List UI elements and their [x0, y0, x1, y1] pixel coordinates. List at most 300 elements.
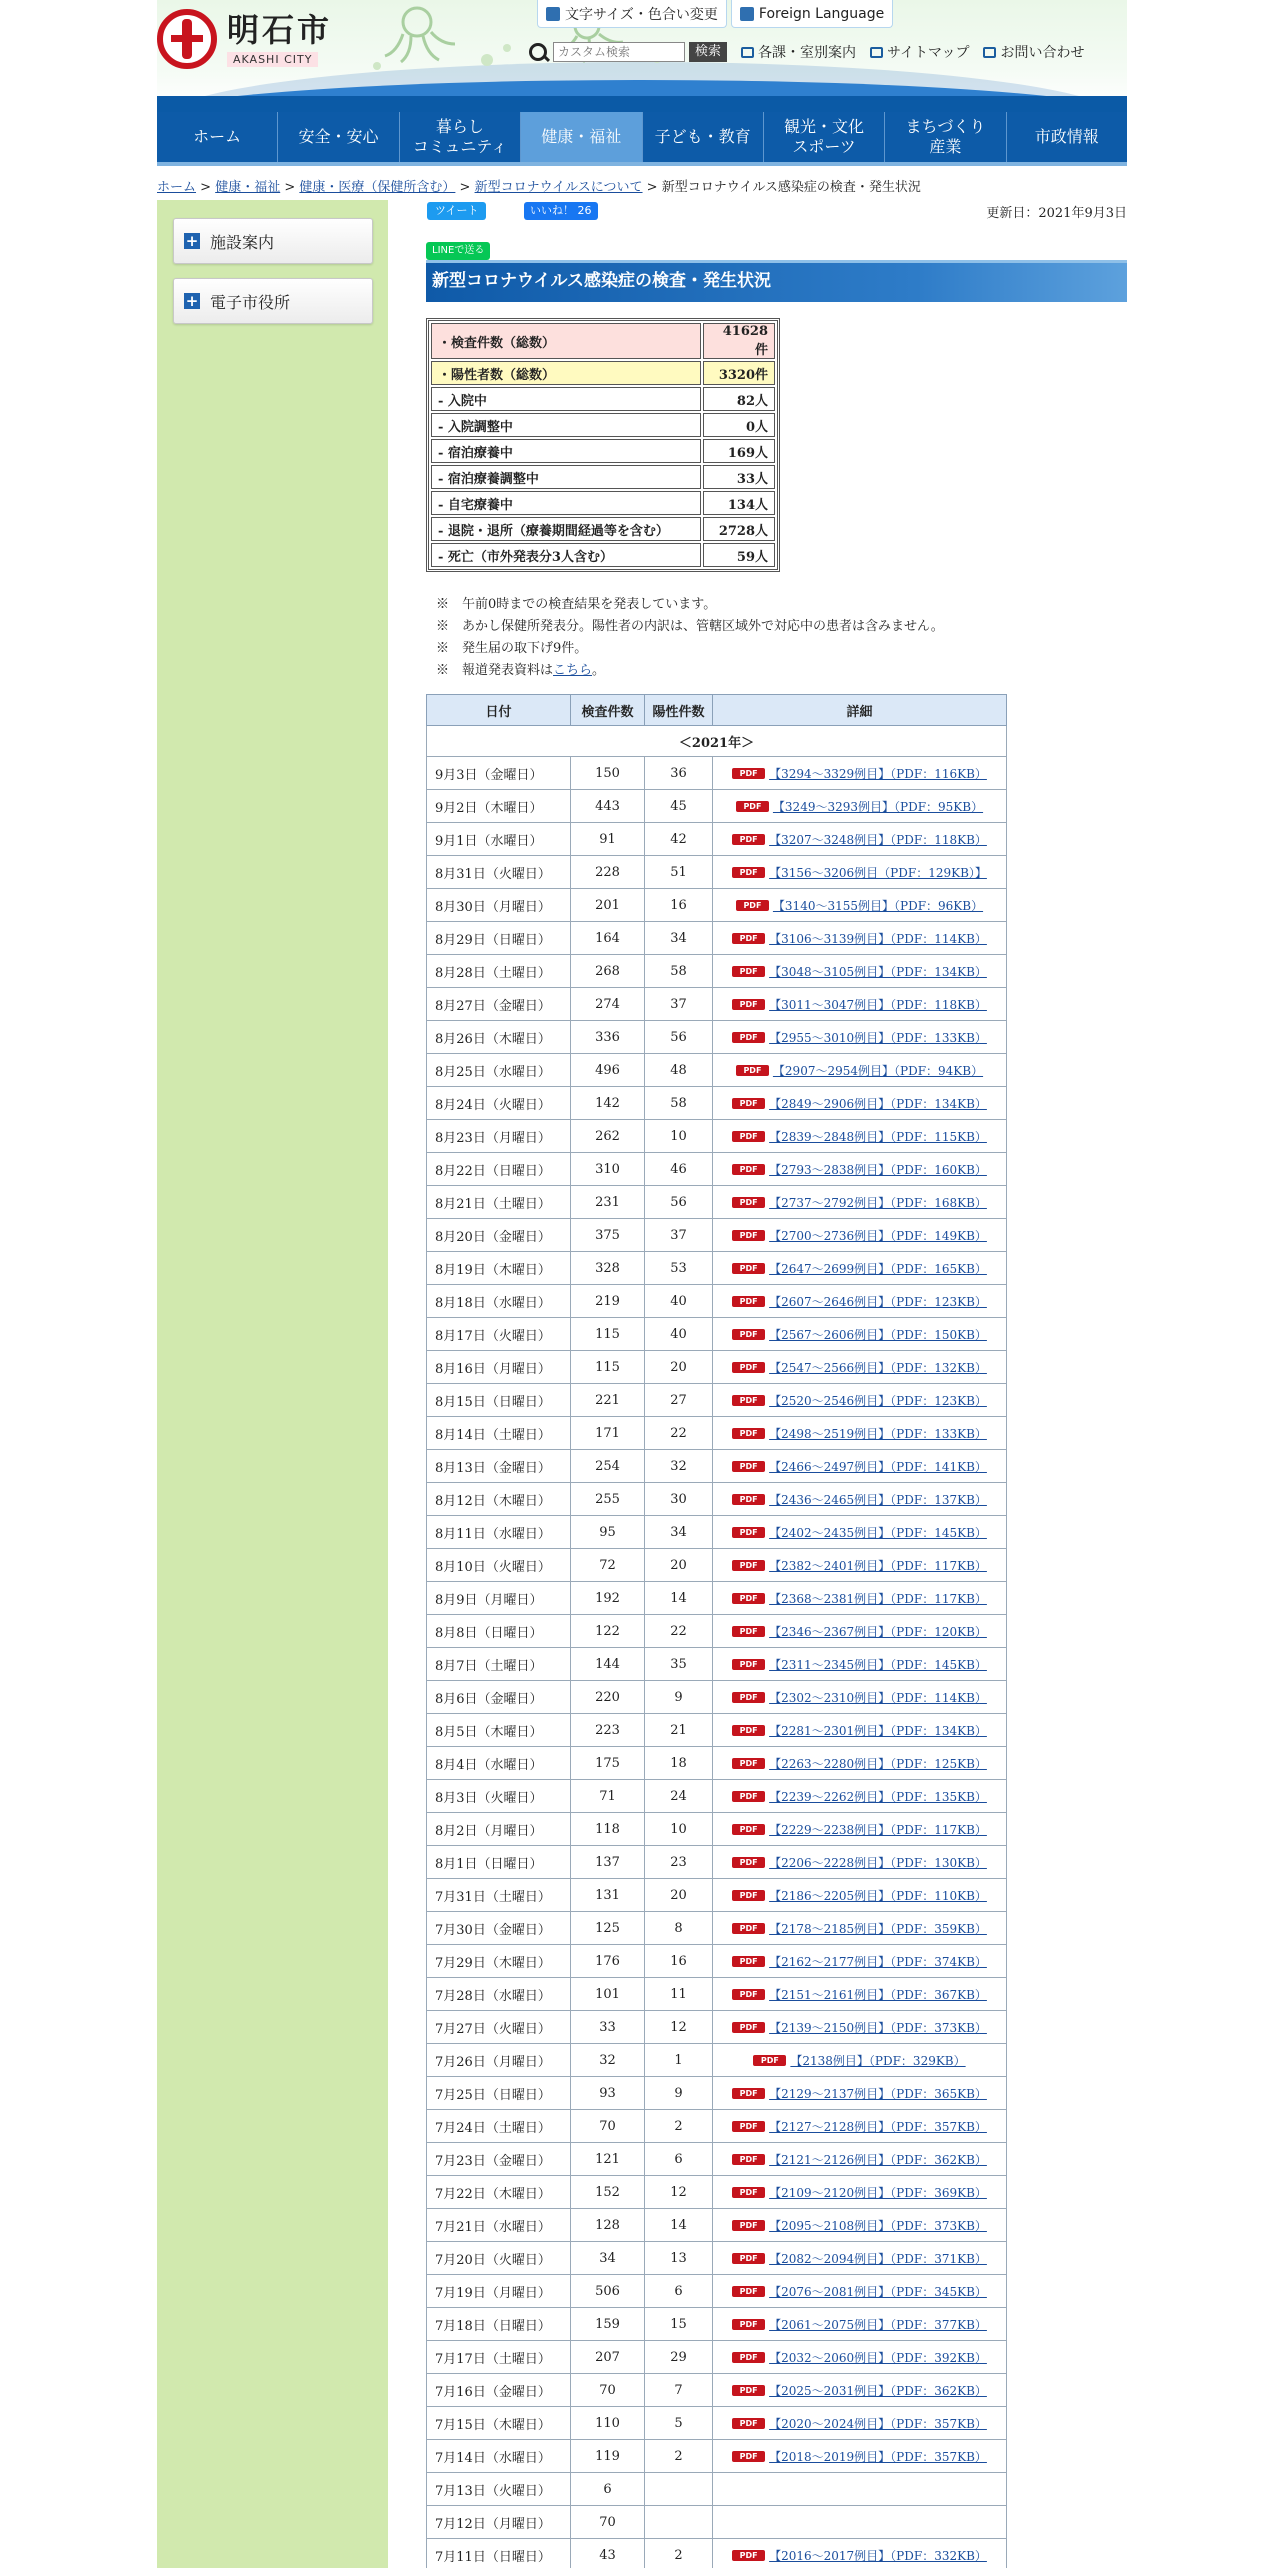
positives-cell: 11 — [645, 1978, 713, 2011]
date-cell: 7月18日（日曜日） — [427, 2308, 571, 2341]
pdf-report-link[interactable]: 【2018～2019例目】（PDF：357KB） — [769, 2449, 987, 2464]
tests-cell: 159 — [571, 2308, 645, 2341]
date-cell: 8月29日（日曜日） — [427, 922, 571, 955]
positives-cell: 2 — [645, 2110, 713, 2143]
positives-cell: 37 — [645, 988, 713, 1021]
stats-row — [431, 543, 775, 567]
tests-cell: 6 — [571, 2473, 645, 2506]
positives-cell: 42 — [645, 823, 713, 856]
pdf-report-link[interactable]: 【2281～2301例目】（PDF：134KB） — [769, 1723, 987, 1738]
positives-cell: 58 — [645, 955, 713, 988]
pdf-icon: PDF — [732, 2154, 765, 2165]
pdf-icon: PDF — [732, 1296, 765, 1307]
tests-cell: 72 — [571, 1549, 645, 1582]
stats-value: 33人 — [703, 465, 775, 489]
tests-cell: 128 — [571, 2209, 645, 2242]
tests-cell: 192 — [571, 1582, 645, 1615]
date-cell: 8月27日（金曜日） — [427, 988, 571, 1021]
table-row — [427, 1615, 1007, 1648]
pdf-report-link[interactable]: 【2346～2367例目】（PDF：120KB） — [769, 1624, 987, 1639]
search-row — [529, 40, 1084, 64]
details-cell — [713, 2077, 1007, 2110]
table-row — [427, 889, 1007, 922]
tests-cell: 375 — [571, 1219, 645, 1252]
sitemap-link[interactable] — [870, 42, 969, 62]
tests-cell: 310 — [571, 1153, 645, 1186]
tweet-button[interactable]: ツイート — [427, 202, 486, 220]
pdf-icon: PDF — [732, 1395, 765, 1406]
pdf-report-link[interactable]: 【2839～2848例目】（PDF：115KB） — [769, 1129, 987, 1144]
date-cell: 8月13日（金曜日） — [427, 1450, 571, 1483]
tests-cell: 93 — [571, 2077, 645, 2110]
date-cell: 8月28日（土曜日） — [427, 955, 571, 988]
details-cell — [713, 1978, 1007, 2011]
details-cell — [713, 1450, 1007, 1483]
main-content — [426, 200, 1127, 2565]
details-cell — [713, 1582, 1007, 1615]
positives-cell: 16 — [645, 1945, 713, 1978]
date-cell: 8月26日（木曜日） — [427, 1021, 571, 1054]
details-cell — [713, 1318, 1007, 1351]
pdf-report-link[interactable]: 【3140～3155例目】（PDF：96KB） — [772, 898, 984, 913]
pdf-report-link[interactable]: 【2607～2646例目】（PDF：123KB） — [769, 1294, 987, 1309]
tests-cell: 150 — [571, 757, 645, 790]
nav-city-government[interactable]: 市政情報 — [1034, 127, 1099, 146]
text-size-color-label: 文字サイズ・色合い変更 — [565, 6, 718, 23]
pdf-report-link[interactable]: 【2302～2310例目】（PDF：114KB） — [769, 1690, 987, 1705]
pdf-report-link[interactable]: 【2178～2185例目】（PDF：359KB） — [769, 1921, 987, 1936]
tests-cell: 70 — [571, 2506, 645, 2539]
pdf-report-link[interactable]: 【2016～2017例目】（PDF：332KB） — [769, 2548, 987, 2563]
text-size-icon — [546, 7, 560, 21]
table-header-row — [427, 695, 1007, 726]
positives-cell: 36 — [645, 757, 713, 790]
pdf-icon: PDF — [732, 834, 765, 845]
tests-cell: 496 — [571, 1054, 645, 1087]
positives-cell: 30 — [645, 1483, 713, 1516]
date-cell: 7月14日（水曜日） — [427, 2440, 571, 2473]
table-row — [427, 922, 1007, 955]
details-cell — [713, 2176, 1007, 2209]
pdf-report-link[interactable]: 【2025～2031例目】（PDF：362KB） — [769, 2383, 987, 2398]
date-cell: 8月7日（土曜日） — [427, 1648, 571, 1681]
tests-cell: 220 — [571, 1681, 645, 1714]
pdf-icon: PDF — [732, 2385, 765, 2396]
akashi-city-emblem-icon — [157, 9, 217, 69]
stats-row — [431, 517, 775, 541]
pdf-report-link[interactable]: 【2138例目】（PDF：329KB） — [790, 2053, 966, 2068]
tests-cell: 175 — [571, 1747, 645, 1780]
date-cell: 8月23日（月曜日） — [427, 1120, 571, 1153]
details-cell — [713, 1615, 1007, 1648]
text-size-color-link[interactable] — [537, 0, 727, 28]
stats-row — [431, 491, 775, 515]
pdf-icon: PDF — [732, 1230, 765, 1241]
pdf-report-link[interactable]: 【2186～2205例目】（PDF：110KB） — [769, 1888, 987, 1903]
pdf-icon: PDF — [732, 2253, 765, 2264]
pdf-icon: PDF — [732, 1461, 765, 1472]
pdf-report-link[interactable]: 【2382～2401例目】（PDF：117KB） — [769, 1558, 987, 1573]
pdf-report-link[interactable]: 【3106～3139例目】（PDF：114KB） — [769, 931, 987, 946]
details-cell — [713, 889, 1007, 922]
pdf-report-link[interactable]: 【2206～2228例目】（PDF：130KB） — [769, 1855, 987, 1870]
stats-value: 0人 — [703, 413, 775, 437]
pdf-icon: PDF — [736, 900, 769, 911]
date-cell: 7月30日（金曜日） — [427, 1912, 571, 1945]
pdf-icon: PDF — [732, 1824, 765, 1835]
table-row — [427, 1516, 1007, 1549]
pdf-report-link[interactable]: 【2567～2606例目】（PDF：150KB） — [769, 1327, 987, 1342]
table-row — [427, 1054, 1007, 1087]
date-cell: 8月20日（金曜日） — [427, 1219, 571, 1252]
contact-label: お問い合わせ — [1000, 45, 1085, 61]
pdf-icon: PDF — [732, 2352, 765, 2363]
top-utility-links — [537, 0, 897, 28]
pdf-report-link[interactable]: 【3011～3047例目】（PDF：118KB） — [769, 997, 987, 1012]
pdf-report-link[interactable]: 【2955～3010例目】（PDF：133KB） — [769, 1030, 987, 1045]
details-cell — [713, 1549, 1007, 1582]
pdf-report-link[interactable]: 【2498～2519例目】（PDF：133KB） — [769, 1426, 987, 1441]
positives-cell: 7 — [645, 2374, 713, 2407]
pdf-report-link[interactable]: 【2700～2736例目】（PDF：149KB） — [769, 1228, 987, 1243]
positives-cell: 12 — [645, 2011, 713, 2044]
pdf-report-link[interactable]: 【2263～2280例目】（PDF：125KB） — [769, 1756, 987, 1771]
pdf-report-link[interactable]: 【3249～3293例目】（PDF：95KB） — [772, 799, 984, 814]
sitemap-label: サイトマップ — [887, 45, 970, 61]
pdf-icon: PDF — [732, 1791, 765, 1802]
pdf-report-link[interactable]: 【2547～2566例目】（PDF：132KB） — [769, 1360, 987, 1375]
details-cell — [713, 1813, 1007, 1846]
pdf-icon: PDF — [732, 1098, 765, 1109]
details-cell — [713, 1351, 1007, 1384]
pdf-report-link[interactable]: 【2095～2108例目】（PDF：373KB） — [769, 2218, 987, 2233]
details-cell — [713, 1120, 1007, 1153]
positives-cell: 18 — [645, 1747, 713, 1780]
tests-cell: 171 — [571, 1417, 645, 1450]
stats-label: ・陽性者数（総数） — [431, 361, 701, 385]
details-cell — [713, 1021, 1007, 1054]
table-row — [427, 1219, 1007, 1252]
stats-label: - 宿泊療養中 — [431, 439, 701, 463]
tests-cell: 119 — [571, 2440, 645, 2473]
breadcrumb-current: 新型コロナウイルス感染症の検査・発生状況 — [661, 180, 921, 195]
pdf-report-link[interactable]: 【2127～2128例目】（PDF：357KB） — [769, 2119, 987, 2134]
pdf-report-link[interactable]: 【2436～2465例目】（PDF：137KB） — [769, 1492, 987, 1507]
pdf-icon: PDF — [732, 1923, 765, 1934]
stats-label: - 入院中 — [431, 387, 701, 411]
sidebar-item-label: 電子市役所 — [210, 292, 291, 312]
stats-label: - 退院・退所（療養期間経過等を含む） — [431, 517, 701, 541]
pdf-icon: PDF — [732, 2187, 765, 2198]
positives-cell: 40 — [645, 1285, 713, 1318]
note-4-suffix: 。 — [592, 663, 606, 678]
pdf-report-link[interactable]: 【2121～2126例目】（PDF：362KB） — [769, 2152, 987, 2167]
tests-cell: 71 — [571, 1780, 645, 1813]
stats-value: 169人 — [703, 439, 775, 463]
table-row — [427, 2308, 1007, 2341]
details-cell — [713, 2242, 1007, 2275]
date-cell: 7月12日（月曜日） — [427, 2506, 571, 2539]
pdf-report-link[interactable]: 【3156～3206例目（PDF：129KB）】 — [769, 865, 987, 880]
breadcrumb-health-welfare[interactable]: 健康・福祉 — [215, 180, 281, 195]
table-row — [427, 1714, 1007, 1747]
details-cell — [713, 922, 1007, 955]
nav-city-planning-industry[interactable]: まちづくり 産業 — [885, 112, 1006, 162]
nav-home[interactable]: ホーム — [157, 112, 278, 162]
pdf-report-link[interactable]: 【2109～2120例目】（PDF：369KB） — [769, 2185, 987, 2200]
date-cell: 7月13日（火曜日） — [427, 2473, 571, 2506]
positives-cell: 14 — [645, 2209, 713, 2242]
date-cell: 8月24日（火曜日） — [427, 1087, 571, 1120]
details-cell — [713, 2011, 1007, 2044]
department-guide-link[interactable] — [741, 42, 856, 62]
search-input[interactable] — [553, 42, 685, 62]
summary-stats-table — [426, 318, 780, 572]
date-cell: 8月4日（水曜日） — [427, 1747, 571, 1780]
details-cell — [713, 2473, 1007, 2506]
table-row — [427, 2506, 1007, 2539]
details-cell — [713, 2110, 1007, 2143]
positives-cell: 15 — [645, 2308, 713, 2341]
tests-cell: 443 — [571, 790, 645, 823]
foreign-language-link[interactable] — [731, 0, 893, 28]
details-cell — [713, 1483, 1007, 1516]
date-cell: 8月10日（火曜日） — [427, 1549, 571, 1582]
date-cell: 7月16日（金曜日） — [427, 2374, 571, 2407]
pdf-report-link[interactable]: 【2139～2150例目】（PDF：373KB） — [769, 2020, 987, 2035]
contact-link[interactable] — [983, 42, 1084, 62]
nav-health-welfare[interactable]: 健康・福祉 — [521, 112, 642, 162]
tests-cell: 221 — [571, 1384, 645, 1417]
positives-cell: 16 — [645, 889, 713, 922]
date-cell: 7月15日（木曜日） — [427, 2407, 571, 2440]
pdf-report-link[interactable]: 【3294～3329例目】（PDF：116KB） — [769, 766, 987, 781]
tests-cell: 95 — [571, 1516, 645, 1549]
stats-row — [431, 439, 775, 463]
tests-cell: 33 — [571, 2011, 645, 2044]
positives-cell: 21 — [645, 1714, 713, 1747]
table-row — [427, 1153, 1007, 1186]
positives-cell — [645, 2473, 713, 2506]
stats-label: - 入院調整中 — [431, 413, 701, 437]
positives-cell: 20 — [645, 1351, 713, 1384]
positives-cell: 48 — [645, 1054, 713, 1087]
table-row — [427, 2110, 1007, 2143]
note-4 — [436, 660, 944, 682]
breadcrumb-home[interactable]: ホーム — [157, 180, 197, 195]
positives-cell: 10 — [645, 1120, 713, 1153]
tests-cell: 254 — [571, 1450, 645, 1483]
positives-cell: 9 — [645, 1681, 713, 1714]
table-row — [427, 2440, 1007, 2473]
date-cell: 7月31日（土曜日） — [427, 1879, 571, 1912]
daily-results-table — [426, 694, 1007, 2568]
tests-cell: 70 — [571, 2374, 645, 2407]
pdf-report-link[interactable]: 【3207～3248例目】（PDF：118KB） — [769, 832, 987, 847]
pdf-icon: PDF — [732, 2121, 765, 2132]
positives-cell: 53 — [645, 1252, 713, 1285]
table-row — [427, 2275, 1007, 2308]
facebook-like-button[interactable]: いいね！ 26 — [524, 202, 598, 220]
pdf-icon: PDF — [732, 2451, 765, 2462]
date-cell: 8月19日（木曜日） — [427, 1252, 571, 1285]
positives-cell: 56 — [645, 1021, 713, 1054]
details-cell — [713, 2407, 1007, 2440]
pdf-icon: PDF — [732, 1494, 765, 1505]
details-cell — [713, 2539, 1007, 2568]
positives-cell: 34 — [645, 1516, 713, 1549]
pdf-report-link[interactable]: 【2647～2699例目】（PDF：165KB） — [769, 1261, 987, 1276]
note-1: ※ 午前0時までの検査結果を発表しています。 — [436, 597, 717, 612]
pdf-icon: PDF — [732, 2550, 765, 2561]
arrow-box-icon — [870, 47, 883, 58]
table-row — [427, 1780, 1007, 1813]
pdf-report-link[interactable]: 【2793～2838例目】（PDF：160KB） — [769, 1162, 987, 1177]
table-row — [427, 2209, 1007, 2242]
details-cell — [713, 2374, 1007, 2407]
pdf-report-link[interactable]: 【2311～2345例目】（PDF：145KB） — [769, 1657, 987, 1672]
tests-cell: 131 — [571, 1879, 645, 1912]
tests-cell: 152 — [571, 2176, 645, 2209]
stats-value: 82人 — [703, 387, 775, 411]
pdf-report-link[interactable]: 【2466～2497例目】（PDF：141KB） — [769, 1459, 987, 1474]
pdf-report-link[interactable]: 【2032～2060例目】（PDF：392KB） — [769, 2350, 987, 2365]
positives-cell: 20 — [645, 1549, 713, 1582]
details-cell — [713, 2440, 1007, 2473]
breadcrumb-health-medical[interactable]: 健康・医療（保健所含む） — [299, 180, 456, 195]
search-button[interactable]: 検索 — [689, 42, 727, 62]
positives-cell: 40 — [645, 1318, 713, 1351]
year-row — [427, 726, 1007, 757]
table-row — [427, 1813, 1007, 1846]
updated-date: 更新日：2021年9月3日 — [986, 206, 1127, 221]
pdf-report-link[interactable]: 【2520～2546例目】（PDF：123KB） — [769, 1393, 987, 1408]
date-cell: 9月3日（金曜日） — [427, 757, 571, 790]
positives-cell: 10 — [645, 1813, 713, 1846]
table-row — [427, 1384, 1007, 1417]
table-row — [427, 1945, 1007, 1978]
nav-tourism-culture-sports[interactable]: 観光・文化 スポーツ — [764, 112, 885, 162]
pdf-icon: PDF — [732, 1857, 765, 1868]
nav-living-community[interactable]: 暮らし コミュニティ — [400, 112, 521, 162]
site-logo[interactable] — [157, 6, 357, 72]
page-title: 新型コロナウイルス感染症の検査・発生状況 — [426, 260, 1127, 302]
pdf-report-link[interactable]: 【2151～2161例目】（PDF：367KB） — [769, 1987, 987, 2002]
pdf-icon: PDF — [732, 1362, 765, 1373]
pdf-icon: PDF — [736, 801, 769, 812]
tests-cell: 176 — [571, 1945, 645, 1978]
table-row — [427, 1087, 1007, 1120]
positives-cell: 51 — [645, 856, 713, 889]
details-cell — [713, 1153, 1007, 1186]
pdf-report-link[interactable]: 【2061～2075例目】（PDF：377KB） — [769, 2317, 987, 2332]
pdf-report-link[interactable]: 【2907～2954例目】（PDF：94KB） — [772, 1063, 984, 1078]
pdf-icon: PDF — [732, 2319, 765, 2330]
tests-cell: 101 — [571, 1978, 645, 2011]
date-cell: 7月21日（水曜日） — [427, 2209, 571, 2242]
stats-label: - 死亡（市外発表分3人含む） — [431, 543, 701, 567]
details-cell — [713, 2209, 1007, 2242]
details-cell — [713, 1780, 1007, 1813]
date-cell: 7月26日（月曜日） — [427, 2044, 571, 2077]
details-cell — [713, 1252, 1007, 1285]
date-cell: 8月15日（日曜日） — [427, 1384, 571, 1417]
details-cell — [713, 757, 1007, 790]
stats-value: 134人 — [703, 491, 775, 515]
positives-cell: 2 — [645, 2440, 713, 2473]
table-row — [427, 1549, 1007, 1582]
logo-english: AKASHI CITY — [227, 52, 318, 67]
pdf-report-link[interactable]: 【2402～2435例目】（PDF：145KB） — [769, 1525, 987, 1540]
date-cell: 7月22日（木曜日） — [427, 2176, 571, 2209]
pdf-report-link[interactable]: 【2162～2177例目】（PDF：374KB） — [769, 1954, 987, 1969]
pdf-icon: PDF — [732, 1956, 765, 1967]
pdf-report-link[interactable]: 【2076～2081例目】（PDF：345KB） — [769, 2284, 987, 2299]
sidebar-item-facility-guide[interactable] — [173, 218, 373, 264]
pdf-icon: PDF — [732, 1626, 765, 1637]
tests-cell: 142 — [571, 1087, 645, 1120]
table-row — [427, 1846, 1007, 1879]
details-cell — [713, 1648, 1007, 1681]
breadcrumb-covid[interactable]: 新型コロナウイルスについて — [474, 180, 643, 195]
date-cell: 7月27日（火曜日） — [427, 2011, 571, 2044]
pdf-report-link[interactable]: 【2849～2906例目】（PDF：134KB） — [769, 1096, 987, 1111]
date-cell: 7月29日（木曜日） — [427, 1945, 571, 1978]
pdf-report-link[interactable]: 【2020～2024例目】（PDF：357KB） — [769, 2416, 987, 2431]
details-cell — [713, 2308, 1007, 2341]
line-share-button[interactable]: LINEで送る — [426, 242, 490, 260]
pdf-icon: PDF — [732, 1527, 765, 1538]
pdf-report-link[interactable]: 【2737～2792例目】（PDF：168KB） — [769, 1195, 987, 1210]
positives-cell: 45 — [645, 790, 713, 823]
date-cell: 7月20日（火曜日） — [427, 2242, 571, 2275]
nav-children-education[interactable]: 子ども・教育 — [643, 112, 764, 162]
positives-cell: 24 — [645, 1780, 713, 1813]
stats-label: ・検査件数（総数） — [431, 323, 701, 359]
pdf-report-link[interactable]: 【3048～3105例目】（PDF：134KB） — [769, 964, 987, 979]
press-release-link[interactable]: こちら — [553, 663, 593, 678]
pdf-report-link[interactable]: 【2239～2262例目】（PDF：135KB） — [769, 1789, 987, 1804]
pdf-report-link[interactable]: 【2368～2381例目】（PDF：117KB） — [769, 1591, 987, 1606]
details-cell — [713, 2044, 1007, 2077]
positives-cell: 6 — [645, 2143, 713, 2176]
sidebar-item-e-city-hall[interactable] — [173, 278, 373, 324]
tests-cell: 125 — [571, 1912, 645, 1945]
stats-row — [431, 387, 775, 411]
logo-japanese: 明石市 — [227, 10, 333, 49]
nav-safety[interactable]: 安全・安心 — [278, 112, 399, 162]
positives-cell: 58 — [645, 1087, 713, 1120]
note-2: ※ あかし保健所発表分。陽性者の内訳は、管轄区域外で対応中の患者は含みません。 — [436, 619, 944, 634]
details-cell — [713, 2275, 1007, 2308]
pdf-report-link[interactable]: 【2129～2137例目】（PDF：365KB） — [769, 2086, 987, 2101]
pdf-icon: PDF — [732, 867, 765, 878]
tests-cell: 268 — [571, 955, 645, 988]
pdf-report-link[interactable]: 【2229～2238例目】（PDF：117KB） — [769, 1822, 987, 1837]
column-header-date: 日付 — [427, 695, 571, 726]
details-cell — [713, 1912, 1007, 1945]
details-cell — [713, 1054, 1007, 1087]
details-cell — [713, 1714, 1007, 1747]
tests-cell: 91 — [571, 823, 645, 856]
details-cell — [713, 1285, 1007, 1318]
pdf-report-link[interactable]: 【2082～2094例目】（PDF：371KB） — [769, 2251, 987, 2266]
date-cell: 8月9日（月曜日） — [427, 1582, 571, 1615]
details-cell — [713, 1384, 1007, 1417]
date-cell: 8月17日（火曜日） — [427, 1318, 571, 1351]
details-cell — [713, 1417, 1007, 1450]
date-cell: 7月19日（月曜日） — [427, 2275, 571, 2308]
